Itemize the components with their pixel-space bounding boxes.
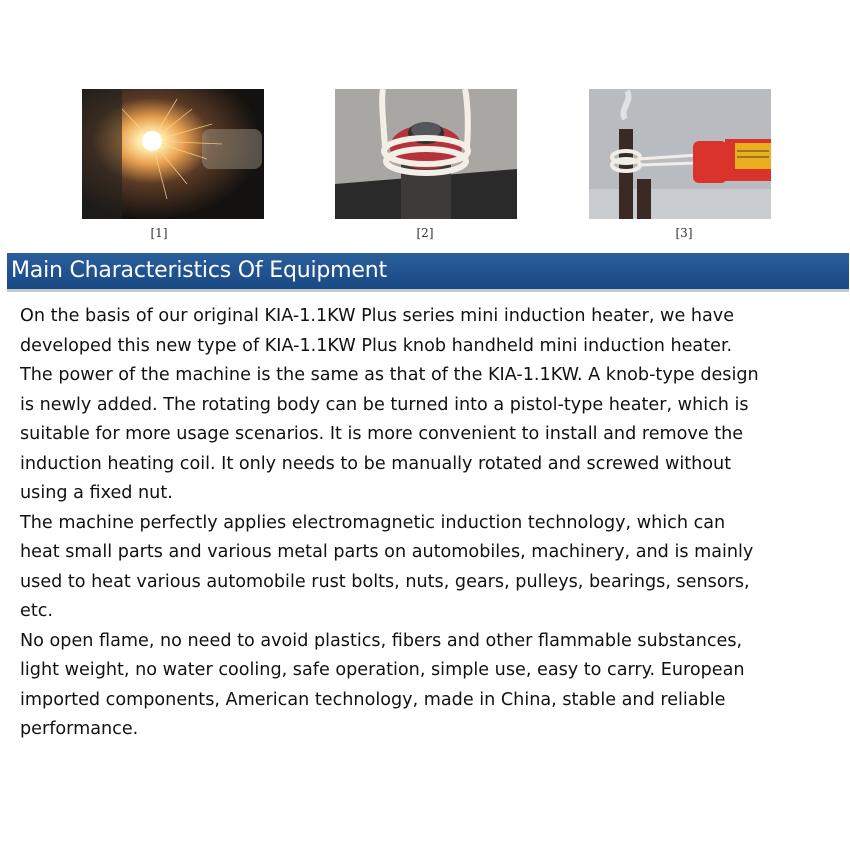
section-title: Main Characteristics Of Equipment xyxy=(11,258,387,283)
handheld-image xyxy=(589,89,771,219)
photo-coil xyxy=(335,89,517,219)
photo-caption-3: [3] xyxy=(675,226,693,240)
paragraph-1: On the basis of our original KIA-1.1KW Plus series mini induction heater, we have developed this new type of KIA-1.1KW Plus knob handheld mini induction heater. The power of the machine is the same as that of the KIA-1.1KW. A knob-type design is newly added. The rotating body can be turned into a pistol-type heater, which is suitable for more usage scenarios. It is more convenient to install and remove the induction heating coil. It only needs to be manually rotated and screwed without using a fixed nut. xyxy=(20,306,759,503)
photo-sparks xyxy=(82,89,264,219)
photo-strip xyxy=(0,89,850,249)
photo-caption-1: [1] xyxy=(150,226,168,240)
photo-caption-2: [2] xyxy=(416,226,434,240)
sparks-image xyxy=(82,89,264,219)
description-body xyxy=(20,302,848,745)
coil-image xyxy=(335,89,517,219)
photo-handheld xyxy=(589,89,771,219)
paragraph-2: The machine perfectly applies electromagnetic induction technology, which can heat small parts and various metal parts on automobiles, machinery, and is mainly used to heat various automobile rust bolts, nuts, gears, pulleys, bearings, sensors, etc. xyxy=(20,512,754,621)
paragraph-3: No open flame, no need to avoid plastics, fibers and other flammable substances, light weight, no water cooling, safe operation, simple use, easy to carry. European imported components, American technology, made in China, stable and reliable performance. xyxy=(20,630,745,739)
section-banner xyxy=(7,253,849,292)
